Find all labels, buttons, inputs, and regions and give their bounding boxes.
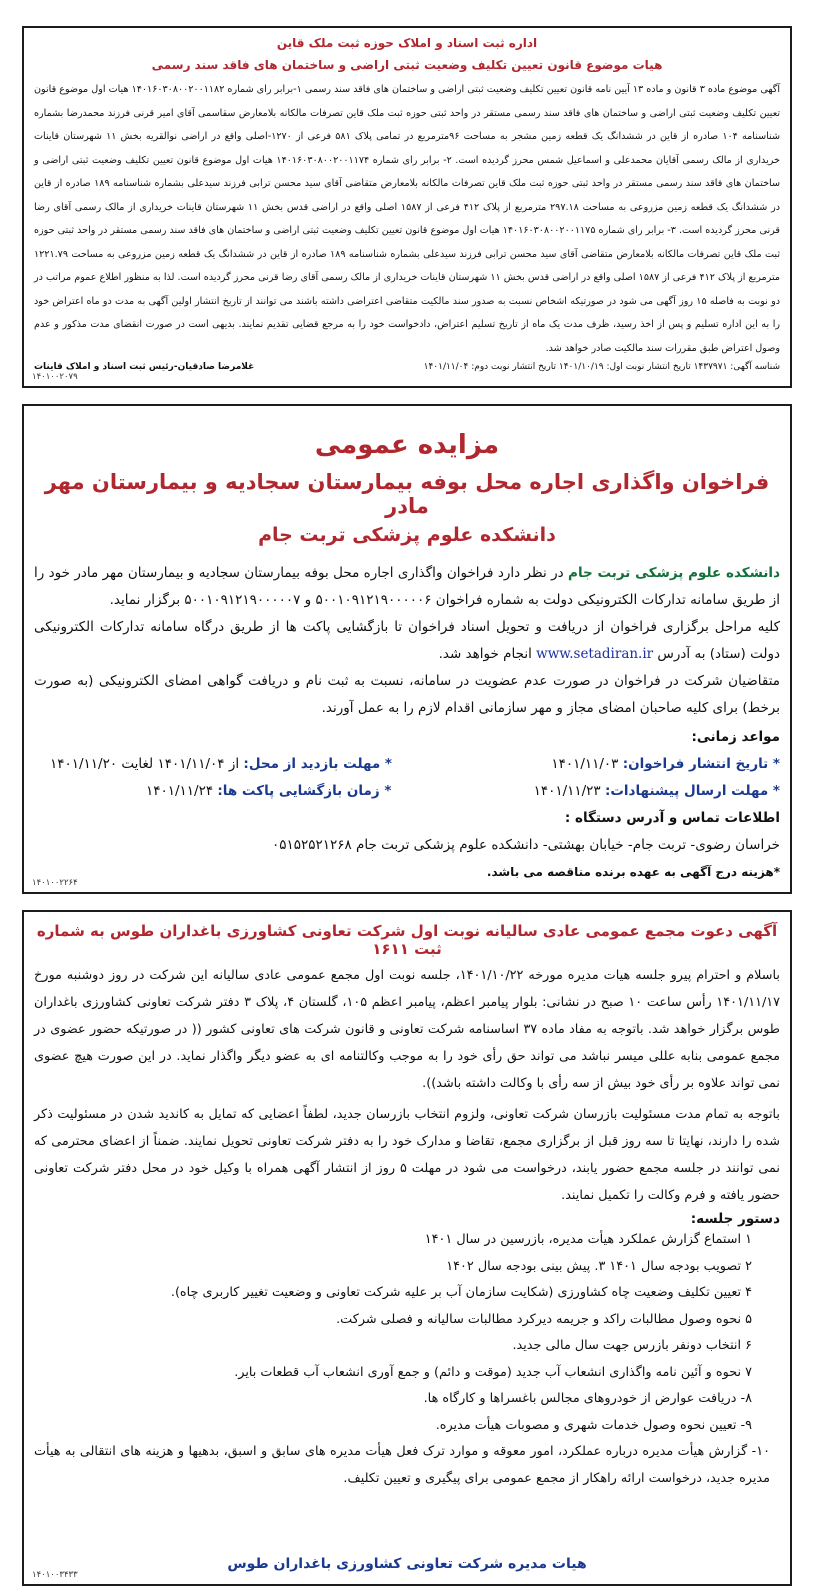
schedule-row-1 <box>34 751 780 778</box>
cost-note: *هزینه درج آگهی به عهده برنده مناقصه می باشد. <box>486 865 780 879</box>
auction-notice-process-b: انجام خواهد شد. <box>438 646 537 662</box>
auction-schedule <box>34 724 780 886</box>
submit-value: ۱۴۰۱/۱۱/۲۳ <box>533 783 601 799</box>
auction-notice-registration: متقاضیان شرکت در فراخوان در صورت عدم عضویت در سامانه، نسبت به ثبت نام و دریافت گواهی امضای الکترونیکی (به صورت برخط) برای کلیه صاحبان امضای مجاز و مهر سازمانی اقدام لازم را به عمل آورند. <box>34 673 780 716</box>
schedule-row-2 <box>34 778 780 805</box>
registry-notice-code: ۱۴۰۱۰۰۲۰۷۹ <box>32 372 78 382</box>
agenda-item: ۹- تعیین نحوه وصول خدمات شهری و مصوبات هیأت مدیره. <box>435 1417 752 1433</box>
auction-notice-intro <box>34 560 780 614</box>
registry-notice-signature: غلامرضا صادقیان-رئیس ثبت اسناد و املاک قاینات <box>34 362 255 372</box>
agenda-item: ۴ تعیین تکلیف وضعیت چاه کشاورزی (شکایت سازمان آب بر علیه شرکت تعاونی و وضعیت تغییر کاربری چاه). <box>170 1285 752 1300</box>
agenda-item: ۵ نحوه وصول مطالبات راکد و جریمه دیرکرد مطالبات سالیانه و فصلی شرکت. <box>336 1311 752 1327</box>
registry-notice-dates: شناسه آگهی: ۱۴۳۷۹۷۱ تاریخ انتشار نوبت اول: ۱۴۰۱/۱۰/۱۹ تاریخ انتشار نوبت دوم: ۱۴۰۱/۱۱/۰۴ <box>423 362 780 372</box>
assembly-notice-footer: هیات مدیره شرکت تعاونی کشاورزی باغداران طوس <box>227 1556 587 1572</box>
assembly-notice-para2: باتوجه به تمام مدت مسئولیت بازرسان شرکت تعاونی، ولزوم انتخاب بازرسان جدید، لطفاً اعضایی که تمایل به کاندید شدن در مسئولیت ذکر شده را دارند، نهایتا تا سه روز قبل از برگزاری مجمع، تقاضا و مدارک خود را به دفتر شرکت تعاونی تحویل نمایند. ضمناً از اعضای محترمی که نمی توانند در جلسه مجمع حضور یابند، درخواست می شود در مهلت ۵ روز از انتشار آگهی همراه با وکیل خود در محل دفتر شرکت تعاونی حضور یافته و فرم وکالت را تکمیل نمایند. <box>34 1107 780 1203</box>
auction-notice-intro-text: در نظر دارد فراخوان واگذاری اجاره محل بوفه بیمارستان سجادیه و بیمارستان مهر مادر خود را از طریق سامانه تدارکات الکترونیکی دولت به شماره فراخوان ۵۰۰۱۰۹۱۲۱۹۰۰۰۰۰۶ و ۵۰۰۱۰۹۱۲۱۹۰۰۰۰۰۷ برگزار نماید. <box>34 565 780 608</box>
setadiran-link[interactable]: www.setadiran.ir <box>536 646 654 662</box>
schedule-title: مواعد زمانی: <box>691 729 780 745</box>
contact-title: اطلاعات تماس و آدرس دستگاه : <box>564 810 780 826</box>
submit-label: * مهلت ارسال پیشنهادات: <box>604 783 780 799</box>
visit-value: از ۱۴۰۱/۱۱/۰۴ لغایت ۱۴۰۱/۱۱/۲۰ <box>50 756 240 772</box>
registry-notice-body: آگهی موضوع ماده ۳ قانون و ماده ۱۳ آیین نامه قانون تعیین تکلیف وضعیت ثبتی اراضی و ساختمان های فاقد سند رسمی ۱-برابر رای شماره ۱۴۰۱۶۰۳۰۸۰۰۲۰۰۱۱۸۲ هیات اول موضوع قانون تعیین تکلیف وضعیت ثبتی اراضی و ساختمان های فاقد سند رسمی مستقر در واحد ثبتی حوزه ثبت ملک قاین تصرفات مالکانه بلامعارض سقاسمی آقای امیر قرنی فرزند محمدرضا بشماره شناسنامه ۱۰۴ صادره از قاین در ششدانگ یک قطعه زمین مشجر به مساحت ۹۶مترمربع در تمامی پلاک ۵۸۱ فرعی از ۱۲۷۰-اصلی واقع در اراضی نوالقریه بخش ۱۱ شهرستان قاینات خریداری از مالک رسمی آقایان محمدعلی و اسماعیل شمس محرز گردیده است. ۲- برابر رای شماره ۱۴۰۱۶۰۳۰۸۰۰۲۰۰۱۱۷۴ هیات اول موضوع قانون تعیین تکلیف وضعیت ثبتی اراضی و ساختمان های فاقد سند رسمی مستقر در واحد ثبتی حوزه ثبت ملک قاین تصرفات مالکانه بلامعارض متقاضی آقای سید محسن ترابی فرزند سیدعلی بشماره شناسنامه ۱۸۹ صادره از قاین در ششدانگ یک قطعه زمین مزروعی به مساحت ۲۹۷.۱۸ مترمربع از پلاک ۴۱۲ فرعی از ۱۵۸۷ اصلی واقع در اراضی قدس بخش ۱۱ شهرستان قاینات خریداری از مالک رسمی آقای رضا قرنی محرز گردیده است. ۳- برابر رای شماره ۱۴۰۱۶۰۳۰۸۰۰۲۰۰۱۱۷۵ هیات اول موضوع قانون تعیین تکلیف وضعیت ثبتی اراضی و ساختمان های فاقد سند رسمی مستقر در واحد ثبتی حوزه ثبت ملک قاین تصرفات مالکانه بلامعارض متقاضی آقای سید محسن ترابی فرزند سیدعلی بشماره شناسنامه ۱۸۹ صادره از قاین در ششدانگ یک قطعه زمین مزروعی به مساحت ۱۲۲۱.۷۹ مترمربع از پلاک ۴۱۲ فرعی از ۱۵۸۷ اصلی واقع در اراضی قدس بخش ۱۱ شهرستان قاینات خریداری از مالک رسمی آقای رضا قرنی محرز گردیده است. لذا به منظور اطلاع عموم مراتب در دو نوبت به فاصله ۱۵ روز آگهی می شود در صورتیکه اشخاص نسبت به صدور سند مالکیت متقاضی اعتراضی داشته باشند می توانند از تاریخ انتشار اولین آگهی به مدت دو ماه اعتراض خود را به این اداره تسلیم و پس از اخذ رسید، ظرف مدت یک ماه از تاریخ تسلیم اعتراض، دادخواست خود را به مرجع قضایی تقدیم نمایند. بدیهی است در صورت انقضای مدت مذکور و عدم وصول اعتراض طبق مقررات سند مالکیت صادر خواهد شد. <box>34 84 781 354</box>
agenda-title: دستور جلسه: <box>690 1211 780 1227</box>
auction-notice-code: ۱۴۰۱۰۰۲۲۶۴ <box>32 878 78 888</box>
publish-label: * تاریخ انتشار فراخوان: <box>622 756 780 772</box>
assembly-notice-title: آگهی دعوت مجمع عمومی عادی سالیانه نوبت اول شرکت تعاونی کشاورزی باغداران طوس به شماره ثبت ۱۶۱۱ <box>36 922 778 958</box>
agenda-item: ۷ نحوه و آئین نامه واگذاری انشعاب آب جدید (موقت و دائم) و جمع آوری انشعاب آب قطعات بایر. <box>234 1364 752 1380</box>
auction-notice-intro-highlight: دانشکده علوم پزشکی تربت جام <box>568 565 780 581</box>
assembly-notice-para1: باسلام و احترام پیرو جلسه هیات مدیره مورخه ۱۴۰۱/۱۰/۲۲، جلسه نوبت اول مجمع عمومی عادی سالیانه این شرکت در روز دوشنبه مورخ ۱۴۰۱/۱۱/۱۷ رأس ساعت ۱۰ صبح در نشانی: بلوار پیامبر اعظم، پیامبر اعظم ۱۰۵، گلستان ۴، پلاک ۳ دفتر شرکت تعاونی کشاورزی باغداران طوس برگزار خواهد شد. باتوجه به مفاد ماده ۳۷ اساسنامه شرکت تعاونی و قانون شرکت های تعاونی کشور (( در صورتیکه حضور عضوی در مجمع عمومی بنابه عللی میسر نباشد می تواند حق رأی خود را به موجب وکالتنامه ای به عضو دیگر واگذار نماید. در این صورت هیچ عضوی نمی تواند علاوه بر رأی خود بیش از سه رأی با وکالت داشته باشد)). <box>34 968 781 1091</box>
auction-notice-box <box>22 404 792 894</box>
auction-notice-subtitle: فراخوان واگذاری اجاره محل بوفه بیمارستان سجادیه و بیمارستان مهر مادر <box>44 470 770 518</box>
contact-address: خراسان رضوی- تربت جام- خیابان بهشتی- دانشکده علوم پزشکی تربت جام ۰۵۱۵۲۵۲۱۲۶۸ <box>272 837 780 853</box>
open-label: * زمان بازگشایی پاکت ها: <box>217 783 392 799</box>
auction-notice-process-a: کلیه مراحل برگزاری فراخوان از دریافت و تحویل اسناد فراخوان تا بازگشایی پاکت ها از طریق درگاه سامانه تدارکات الکترونیکی دولت (ستاد) به آدرس <box>34 619 780 662</box>
registry-notice-subtitle: هیات موضوع قانون تعیین تکلیف وضعیت ثبتی اراضی و ساختمان های فاقد سند رسمی <box>151 58 663 72</box>
visit-label: * مهلت بازدید از محل: <box>243 756 392 772</box>
auction-notice-university: دانشکده علوم پزشکی تربت جام <box>258 524 556 546</box>
registry-notice-title: اداره ثبت اسناد و املاک حوزه ثبت ملک قاین <box>276 36 538 50</box>
assembly-notice-code: ۱۴۰۱۰۰۳۴۳۳ <box>32 1570 78 1580</box>
agenda-item: ۱۰- گزارش هیأت مدیره درباره عملکرد، امور معوقه و موارد ترک فعل هیأت مدیره های سابق و اسبق، بدهیها و هزینه های انتقالی به هیأت مدیره جدید، درخواست ارائه راهکار از مجمع عمومی برای پیگیری و تعیین تکلیف. <box>34 1444 770 1486</box>
registry-notice-box <box>22 26 792 388</box>
auction-notice-process <box>34 614 780 668</box>
agenda-item: ۶ انتخاب دونفر بازرس جهت سال مالی جدید. <box>512 1338 752 1353</box>
agenda-item: ۸- دریافت عوارض از خودروهای مجالس باغسراها و کارگاه ها. <box>423 1391 752 1406</box>
registry-notice-signature-row <box>34 362 780 372</box>
agenda-item: ۲ تصویب بودجه سال ۱۴۰۱ ۳. پیش بینی بودجه سال ۱۴۰۲ <box>446 1258 752 1274</box>
auction-notice-title: مزایده عمومی <box>314 430 500 460</box>
agenda-item: ۱ استماع گزارش عملکرد هیأت مدیره، بازرسین در سال ۱۴۰۱ <box>424 1232 752 1247</box>
open-value: ۱۴۰۱/۱۱/۲۴ <box>146 783 214 799</box>
assembly-notice-box <box>22 910 792 1586</box>
publish-value: ۱۴۰۱/۱۱/۰۳ <box>551 756 619 772</box>
